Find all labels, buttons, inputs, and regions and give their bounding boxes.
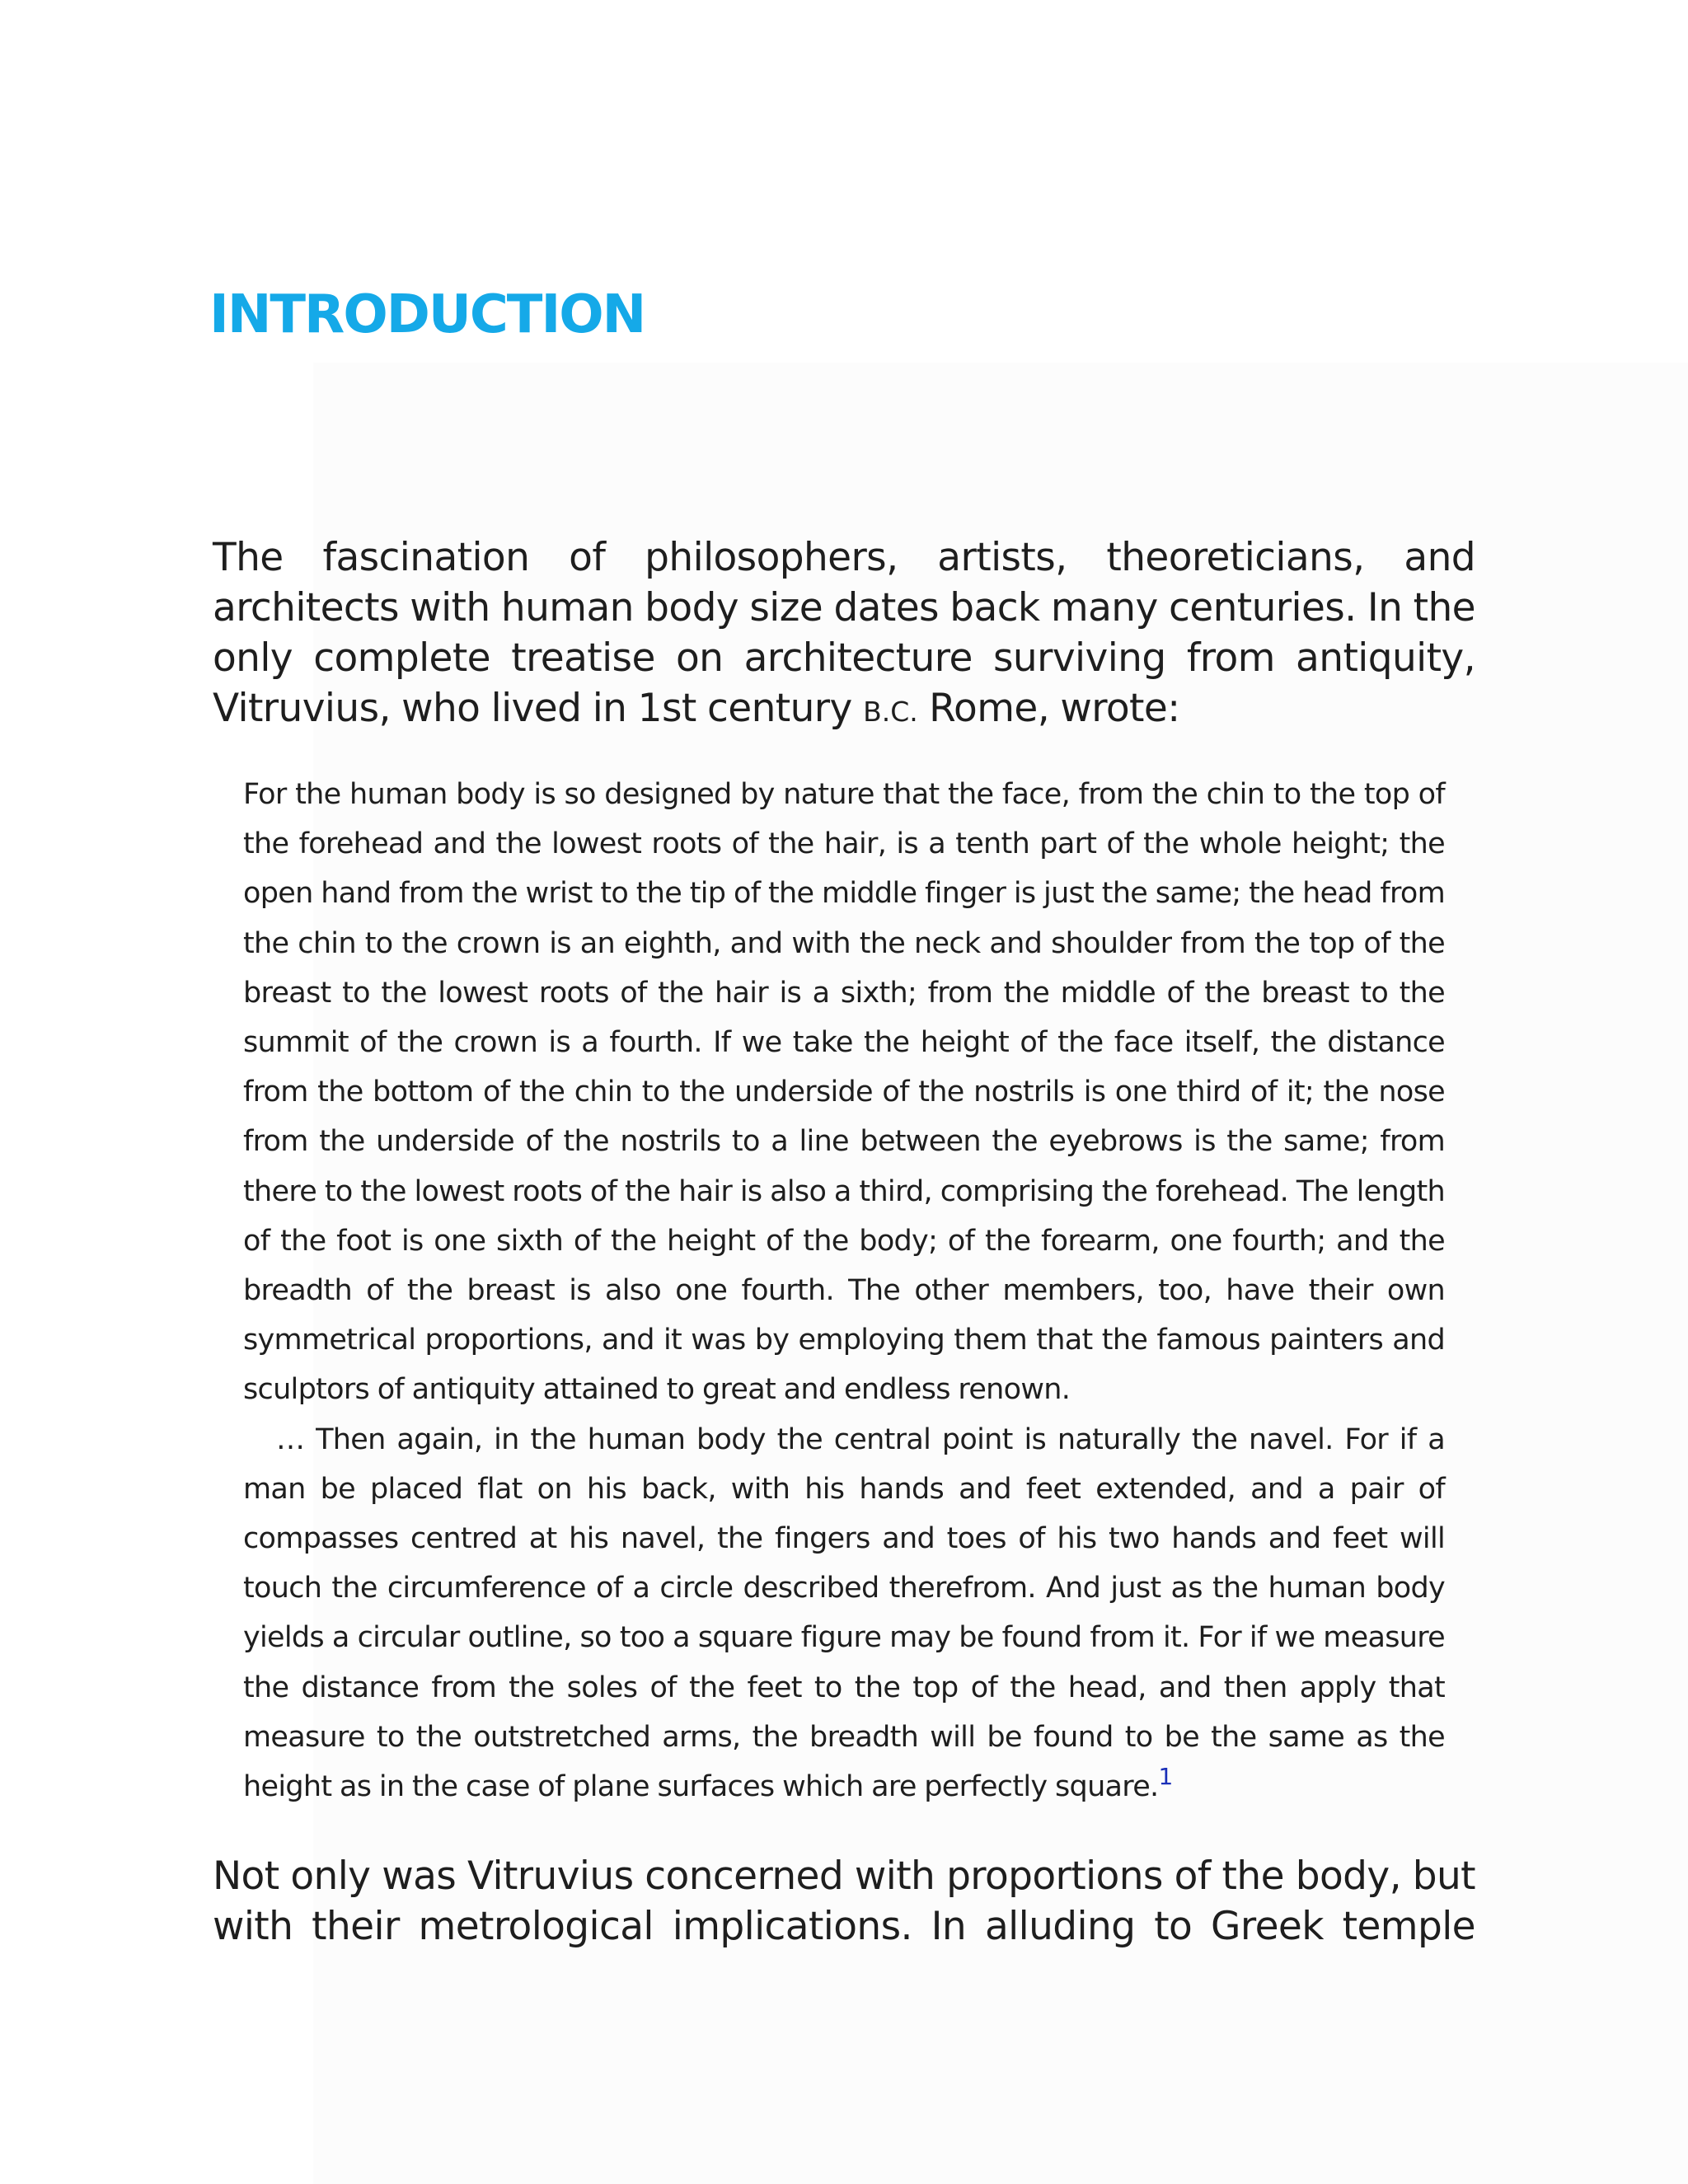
footnote-link[interactable]: 1 [1158,1763,1173,1791]
quote-paragraph-1: For the human body is so designed by nature that the face, from the chin to the top of the forehead and the lowest roots of the hair, is a tenth part of the whole height; the open hand from the wrist to the tip of the middle finger is just the same; the head from the chin to the crown is an eighth, and with the neck and shoulder from the top of the breast to the lowest roots of the hair is a sixth; from the middle of the breast to the summit of the crown is a fourth. If we take the height of the face itself, the distance from the bottom of the chin to the underside of the nostrils is one third of it; the nose from the underside of the nostrils to a line between the eyebrows is the same; from there to the lowest roots of the hair is also a third, comprising the forehead. The length of the foot is one sixth of the height of the body; of the forearm, one fourth; and the breadth of the breast is also one fourth. The other members, too, have their own symmetrical proportions, and it was by employing them that the famous painters and sculptors of antiquity attained to great and endless renown. [243,778,1445,1407]
block-quote [243,770,1445,1811]
intro-paragraph [213,532,1475,737]
intro-text-before: The fascination of philosophers, artists, theoreticians, and architects with human body size dates back many centuries. In the only complete treatise on architecture surviving from antiquity, Vitruvius, who lived in 1st century [213,535,1475,731]
next-paragraph: Not only was Vitruvius concerned with proportions of the body, but with their metrological implications. In alluding to Greek temple [213,1854,1475,1949]
intro-text-after: Rome, wrote: [917,686,1180,731]
section-heading: INTRODUCTION [209,284,645,345]
quote-paragraph-2 [243,1415,1445,1812]
quote-paragraph-2-text: … Then again, in the human body the central point is naturally the navel. For if a man be placed flat on his back, with his hands and feet extended, and a pair of compasses centred at his navel, the fingers and toes of his two hands and feet will touch the circumference of a circle described therefrom. And just as the human body yields a circular outline, so too a square figure may be found from it. For if we measure the distance from the soles of the feet to the top of the head, and then apply that measure to the outstretched arms, the breadth will be found to be the same as the height as in the case of plane surfaces which are perfectly square. [243,1422,1445,1804]
era-abbreviation: B.C. [863,696,918,728]
